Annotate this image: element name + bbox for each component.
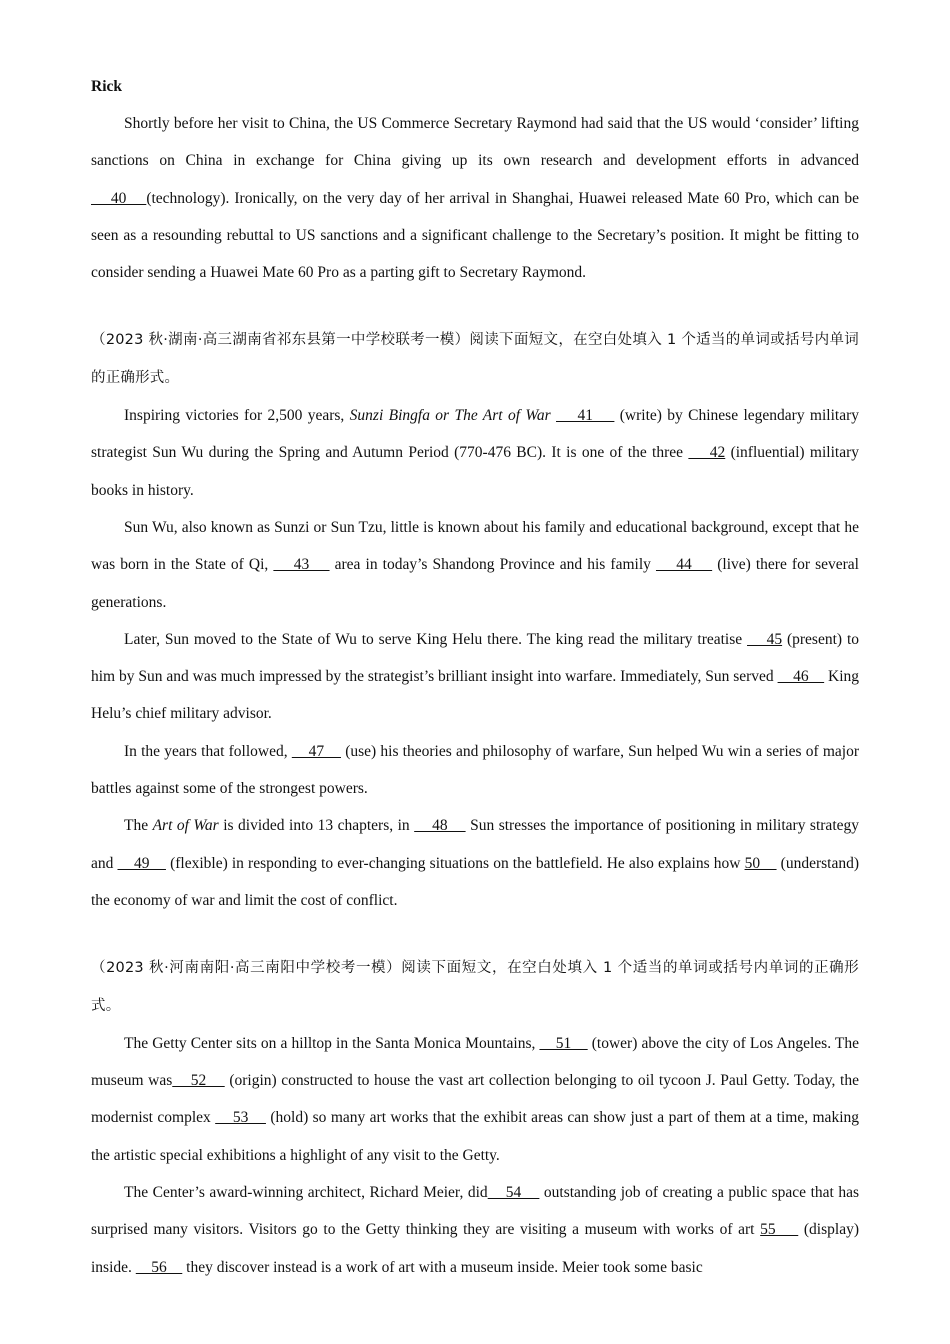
passage-paragraph: The Art of War is divided into 13 chapters, in 48 Sun stresses the importance of positioning in military strategy and 49 (flexible) in responding to ever-changing situations on the battlefield. He also explains how 50 (understand) the economy of war and limit the cost of conflict. xyxy=(91,817,860,909)
blank-45: 45 xyxy=(747,630,783,648)
passage-paragraph: Sun Wu, also known as Sunzi or Sun Tzu, little is known about his family and educational background, except that he was born in the State of Qi, 43 area in today’s Shandong Province and his family 44 (live) there for several generations. xyxy=(91,518,859,611)
blank-40: 40 xyxy=(91,189,147,207)
blank-52: 52 xyxy=(172,1072,225,1090)
passage-paragraph: The Center’s award-winning architect, Richard Meier, did 54 outstanding job of creating a public space that has surprised many visitors. Visitors go to the Getty thinking they are visiting a museum with works of art 55 (display) inside. 56 they discover instead is a work of art with a museum inside. Meier took some basic xyxy=(91,1184,859,1276)
blank-47: 47 xyxy=(291,742,341,760)
passage-paragraph: The Getty Center sits on a hilltop in the Santa Monica Mountains, 51 (tower) above the city of Los Angeles. The museum was 52 (origin) constructed to house the vast art collection belonging to oil tycoon J. Paul Getty. Today, the modernist complex 53 (hold) so many art works that the exhibit areas can show just a part of them at a time, making the artistic special exhibitions a highlight of any visit to the Getty. xyxy=(91,1034,859,1164)
blank-53: 53 xyxy=(215,1109,266,1127)
blank-54: 54 xyxy=(487,1184,540,1202)
blank-41: 41 xyxy=(556,407,615,425)
blank-50: 50 xyxy=(744,854,777,872)
document-page xyxy=(91,68,859,1286)
exercise-header: （2023 秋·河南南阳·高三南阳中学校考一模）阅读下面短文，在空白处填入 1 个适当的单词或括号内单词的正确形式。 xyxy=(91,960,859,1014)
blank-48: 48 xyxy=(414,817,466,835)
book-title: Sunzi Bingfa or The Art of War xyxy=(349,407,551,425)
passage-paragraph: In the years that followed, 47 (use) his theories and philosophy of warfare, Sun helped Wu win a series of major battles against some of the strongest powers. xyxy=(91,742,860,798)
blank-49: 49 xyxy=(117,854,166,872)
blank-51: 51 xyxy=(539,1034,588,1052)
passage-paragraph: Later, Sun moved to the State of Wu to serve King Helu there. The king read the military treatise 45 (present) to him by Sun and was much impressed by the strategist’s brilliant insight into warfare. Immediately, Sun served 46 King Helu’s chief military advisor. xyxy=(91,630,860,723)
book-title: Art of War xyxy=(152,817,219,835)
blank-55: 55 xyxy=(760,1221,799,1239)
author-name: Rick xyxy=(91,78,122,95)
passage-paragraph: Shortly before her visit to China, the US Commerce Secretary Raymond had said that the US would ‘consider’ lifting sanctions on China in exchange for China giving up its own research and development efforts in advanced 40 (technology). Ironically, on the very day of her arrival in Shanghai, Huawei released Mate 60 Pro, which can be seen as a resounding rebuttal to US sanctions and a significant challenge to the Secretary’s position. It might be fitting to consider sending a Huawei Mate 60 Pro as a parting gift to Secretary Raymond. xyxy=(91,115,859,282)
blank-42: 42 xyxy=(688,444,726,462)
blank-44: 44 xyxy=(655,556,713,574)
exercise-header: （2023 秋·湖南·高三湖南省祁东县第一中学校联考一模）阅读下面短文，在空白处填入 1 个适当的单词或括号内单词的正确形式。 xyxy=(91,332,859,386)
blank-56: 56 xyxy=(135,1258,183,1276)
passage-paragraph: Inspiring victories for 2,500 years, Sunzi Bingfa or The Art of War 41 (write) by Chinese legendary military strategist Sun Wu during the Spring and Autumn Period (770-476 BC). It is one of the three 42 (influential) military books in history. xyxy=(91,407,860,499)
blank-43: 43 xyxy=(273,556,330,574)
blank-46: 46 xyxy=(777,668,825,686)
